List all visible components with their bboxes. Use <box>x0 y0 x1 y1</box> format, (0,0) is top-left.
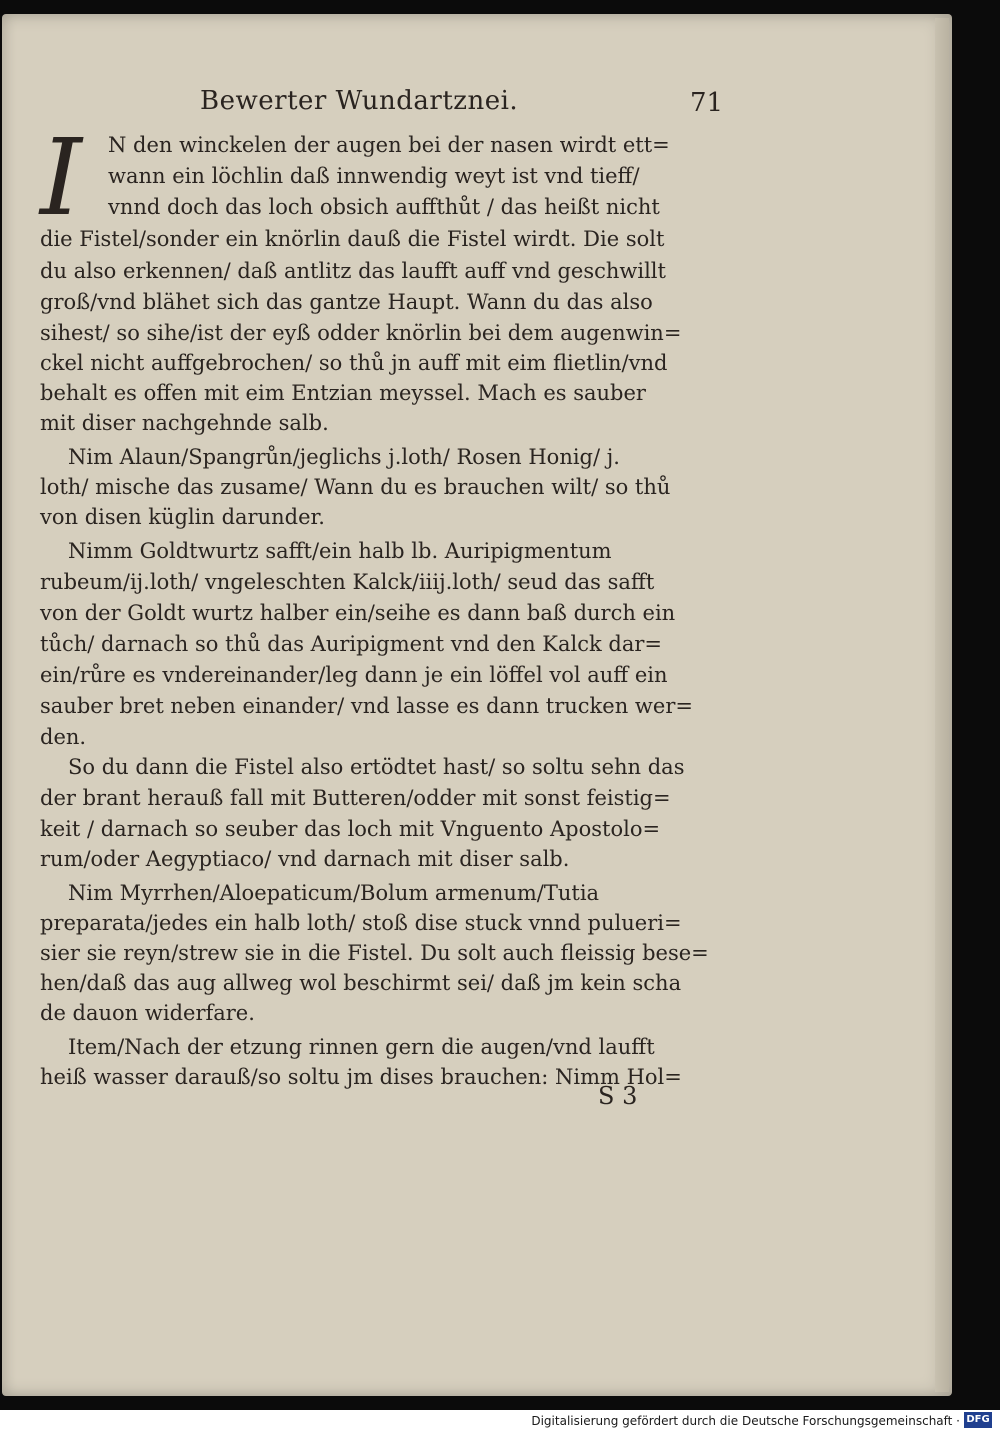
text-line: die Fistel/sonder ein knörlin dauß die Fistel wirdt. Die solt <box>40 227 665 251</box>
running-head: Bewerter Wundartznei. <box>200 86 519 116</box>
text-line: von disen küglin darunder. <box>40 505 325 529</box>
text-line: sauber bret neben einander/ vnd lasse es dann trucken wer= <box>40 694 693 718</box>
text-line: sier sie reyn/strew sie in die Fistel. Du solt auch fleissig bese= <box>40 941 709 965</box>
text-line: Item/Nach der etzung rinnen gern die augen/vnd laufft <box>68 1035 655 1059</box>
folio-number: 71 <box>690 88 724 118</box>
text-line: behalt es offen mit eim Entzian meyssel. Mach es sauber <box>40 381 646 405</box>
text-line: Nim Myrrhen/Aloepaticum/Bolum armenum/Tutia <box>68 881 600 905</box>
text-line: groß/vnd blähet sich das gantze Haupt. Wann du das also <box>40 290 653 314</box>
text-line: Nimm Goldtwurtz safft/ein halb lb. Auripigmentum <box>68 539 612 563</box>
text-line: ckel nicht auffgebrochen/ so thů jn auff mit eim flietlin/vnd <box>40 351 668 375</box>
text-line: der brant herauß fall mit Butteren/odder mit sonst feistig= <box>40 786 671 810</box>
text-line: heiß wasser darauß/so soltu jm dises brauchen: Nimm Hol= <box>40 1065 682 1089</box>
text-line: ein/růre es vndereinander/leg dann je ein löffel vol auff ein <box>40 663 668 687</box>
text-line: Nim Alaun/Spangrůn/jeglichs j.loth/ Rosen Honig/ j. <box>68 445 620 469</box>
text-line: de dauon widerfare. <box>40 1001 255 1025</box>
text-line: vnnd doch das loch obsich auffthůt / das heißt nicht <box>108 195 660 219</box>
text-line: keit / darnach so seuber das loch mit Vnguento Apostolo= <box>40 817 661 841</box>
text-line: rum/oder Aegyptiaco/ vnd darnach mit diser salb. <box>40 847 570 871</box>
text-line: So du dann die Fistel also ertödtet hast/ so soltu sehn das <box>68 755 685 779</box>
digitization-credit: Digitalisierung gefördert durch die Deutsche Forschungsgemeinschaft · <box>531 1414 960 1428</box>
text-line: wann ein löchlin daß innwendig weyt ist vnd tieff/ <box>108 164 640 188</box>
text-line: loth/ mische das zusame/ Wann du es brauchen wilt/ so thů <box>40 475 671 499</box>
text-line: rubeum/ij.loth/ vngeleschten Kalck/iiij.loth/ seud das safft <box>40 570 655 594</box>
text-line: mit diser nachgehnde salb. <box>40 411 329 435</box>
text-line: du also erkennen/ daß antlitz das laufft auff vnd geschwillt <box>40 259 666 283</box>
text-line: preparata/jedes ein halb loth/ stoß dise stuck vnnd pulueri= <box>40 911 682 935</box>
text-line: tůch/ darnach so thů das Auripigment vnd den Kalck dar= <box>40 632 662 656</box>
page-edge <box>935 18 949 1392</box>
text-line: sihest/ so sihe/ist der eyß odder knörlin bei dem augenwin= <box>40 321 682 345</box>
signature-mark: S 3 <box>598 1082 638 1110</box>
drop-cap-initial: I <box>40 116 82 239</box>
text-line: den. <box>40 725 87 749</box>
text-line: von der Goldt wurtz halber ein/seihe es dann baß durch ein <box>40 601 676 625</box>
text-line: N den winckelen der augen bei der nasen wirdt ett= <box>108 133 670 157</box>
dfg-logo-icon: DFG <box>964 1412 992 1428</box>
text-line: hen/daß das aug allweg wol beschirmt sei/ daß jm kein scha <box>40 971 682 995</box>
